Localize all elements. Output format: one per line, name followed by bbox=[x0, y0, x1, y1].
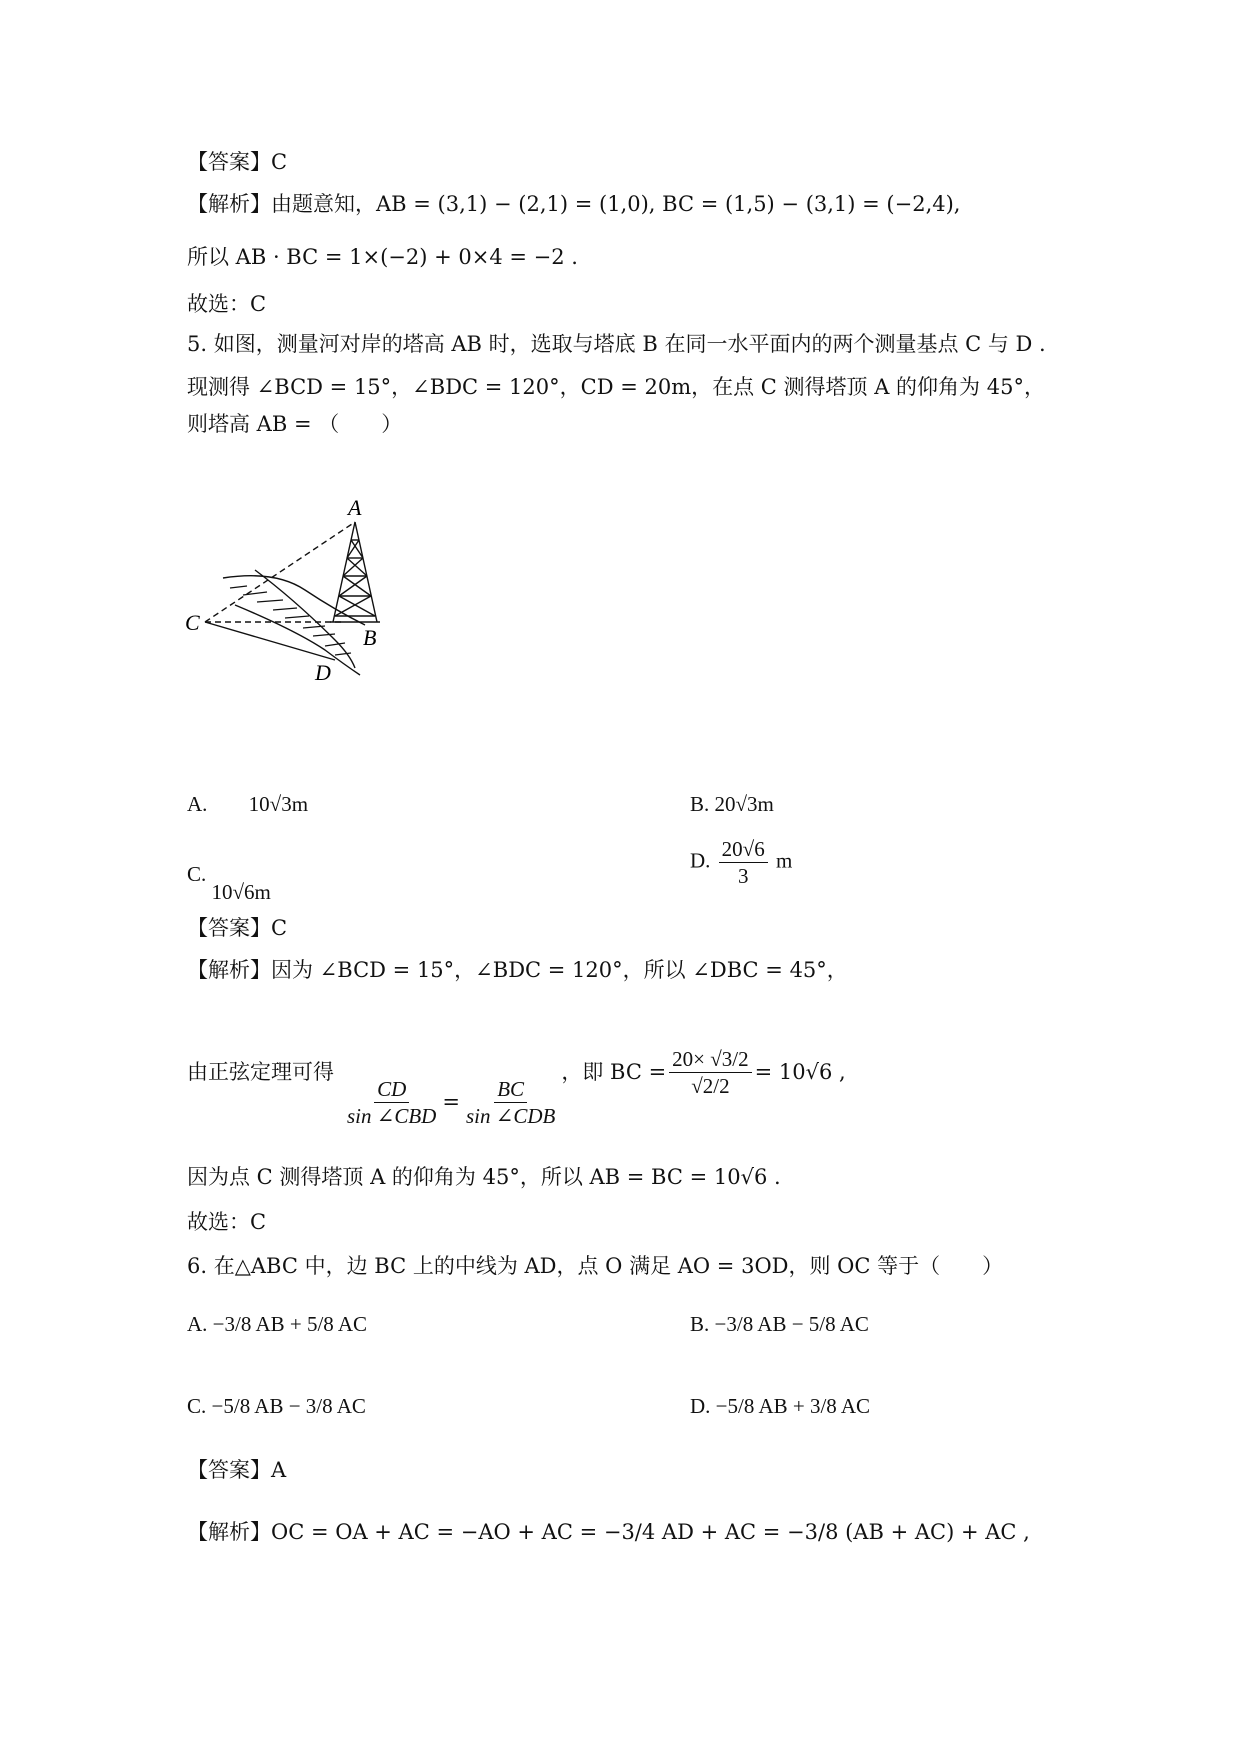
bc-result: = 10√6 , bbox=[754, 1060, 846, 1084]
sine-left-denominator: sin ∠CBD bbox=[347, 1103, 437, 1128]
label-d: D bbox=[315, 660, 331, 685]
line-cd bbox=[205, 622, 335, 660]
q4-choice: 故选：C bbox=[187, 292, 267, 316]
q5-option-d bbox=[690, 836, 792, 889]
q5-option-c bbox=[187, 860, 271, 904]
q5-option-a-value: 10√3m bbox=[248, 792, 309, 816]
q4-answer: 【答案】C bbox=[187, 150, 288, 174]
sine-fraction-left bbox=[344, 1076, 439, 1129]
q5-sine-law-line bbox=[187, 1012, 846, 1132]
bc-numerator: 20× √3/2 bbox=[669, 1046, 751, 1073]
q6-stem: 6. 在△ABC 中，边 BC 上的中线为 AD，点 O 满足 AO = 3OD，则 OC 等于（ ） bbox=[187, 1254, 1004, 1278]
q6-option-b-value: −3/8 AB − 5/8 AC bbox=[714, 1312, 869, 1336]
q5-choice: 故选：C bbox=[187, 1210, 267, 1234]
q5-answer: 【答案】C bbox=[187, 916, 288, 940]
q5-option-c-label: C. bbox=[187, 862, 207, 886]
q6-option-a bbox=[187, 1310, 367, 1338]
q5-option-a bbox=[187, 790, 308, 818]
q6-option-d-label: D. bbox=[690, 1394, 711, 1418]
q5-stem-line1: 5. 如图，测量河对岸的塔高 AB 时，选取与塔底 B 在同一水平面内的两个测量基点 C 与 D . bbox=[187, 332, 1046, 356]
q4-analysis-label: 【解析】 bbox=[187, 192, 271, 216]
q5-analysis-line1 bbox=[187, 956, 848, 984]
q5-stem-line3: 则塔高 AB = （ ） bbox=[187, 412, 403, 436]
q5-sine-law-text: 由正弦定理可得 bbox=[187, 1060, 334, 1084]
q5-analysis-text: 因为 ∠BCD = 15°，∠BDC = 120°，所以 ∠DBC = 45°， bbox=[271, 958, 848, 982]
q6-option-a-label: A. bbox=[187, 1312, 208, 1336]
q5-option-a-label: A. bbox=[187, 792, 208, 816]
q5-option-d-label: D. bbox=[690, 848, 711, 873]
q6-option-c bbox=[187, 1392, 366, 1420]
q6-analysis-label: 【解析】 bbox=[187, 1520, 271, 1544]
q6-option-c-label: C. bbox=[187, 1394, 207, 1418]
equals-sign: = bbox=[442, 1090, 460, 1114]
q4-analysis-line2: 所以 AB · BC = 1×(−2) + 0×4 = −2 . bbox=[187, 245, 578, 269]
q6-analysis-line1 bbox=[187, 1518, 1030, 1546]
q6-answer: 【答案】A bbox=[187, 1458, 287, 1482]
q5-stem-line2: 现测得 ∠BCD = 15°，∠BDC = 120°，CD = 20m，在点 C 测得塔顶 A 的仰角为 45°， bbox=[187, 375, 1045, 399]
q4-analysis-text: 由题意知，AB = (3,1) − (2,1) = (1,0), BC = (1,5) − (3,1) = (−2,4), bbox=[271, 192, 961, 216]
bc-denominator: √2/2 bbox=[691, 1073, 730, 1098]
q6-option-d-value: −5/8 AB + 3/8 AC bbox=[715, 1394, 871, 1418]
q5-option-b bbox=[690, 790, 774, 818]
q6-option-a-value: −3/8 AB + 5/8 AC bbox=[212, 1312, 368, 1336]
label-b: B bbox=[363, 625, 377, 650]
q5-option-d-numerator: 20√6 bbox=[719, 836, 768, 863]
sine-right-denominator: sin ∠CDB bbox=[465, 1103, 556, 1128]
q5-option-c-value: 10√6m bbox=[211, 880, 271, 904]
bc-fraction bbox=[669, 1046, 751, 1099]
q4-analysis-line1 bbox=[187, 190, 960, 218]
tower bbox=[330, 522, 380, 622]
q5-analysis-label: 【解析】 bbox=[187, 958, 271, 982]
tower-figure bbox=[185, 500, 445, 750]
q5-option-d-unit: m bbox=[775, 848, 793, 873]
label-a: A bbox=[348, 500, 362, 520]
q6-analysis-text: OC = OA + AC = −AO + AC = −3/4 AD + AC = −3/8 (AB + AC) + AC , bbox=[271, 1520, 1030, 1544]
q5-option-b-label: B. bbox=[690, 792, 710, 816]
sine-left-numerator: CD bbox=[374, 1076, 409, 1103]
q6-option-d bbox=[690, 1392, 870, 1420]
label-c: C bbox=[185, 610, 200, 635]
q6-option-c-value: −5/8 AB − 3/8 AC bbox=[211, 1394, 366, 1418]
sine-fraction-right bbox=[463, 1076, 558, 1129]
q5-sine-tail: ，即 BC = bbox=[561, 1060, 667, 1084]
sine-right-numerator: BC bbox=[494, 1076, 527, 1103]
q5-option-d-denominator: 3 bbox=[737, 864, 749, 888]
q6-option-b bbox=[690, 1310, 869, 1338]
q6-option-b-label: B. bbox=[690, 1312, 710, 1336]
q5-analysis-line3: 因为点 C 测得塔顶 A 的仰角为 45°，所以 AB = BC = 10√6 . bbox=[187, 1165, 781, 1189]
river-bank-middle bbox=[255, 570, 355, 668]
q5-option-d-fraction bbox=[719, 836, 768, 889]
q5-option-b-value: 20√3m bbox=[714, 792, 774, 816]
